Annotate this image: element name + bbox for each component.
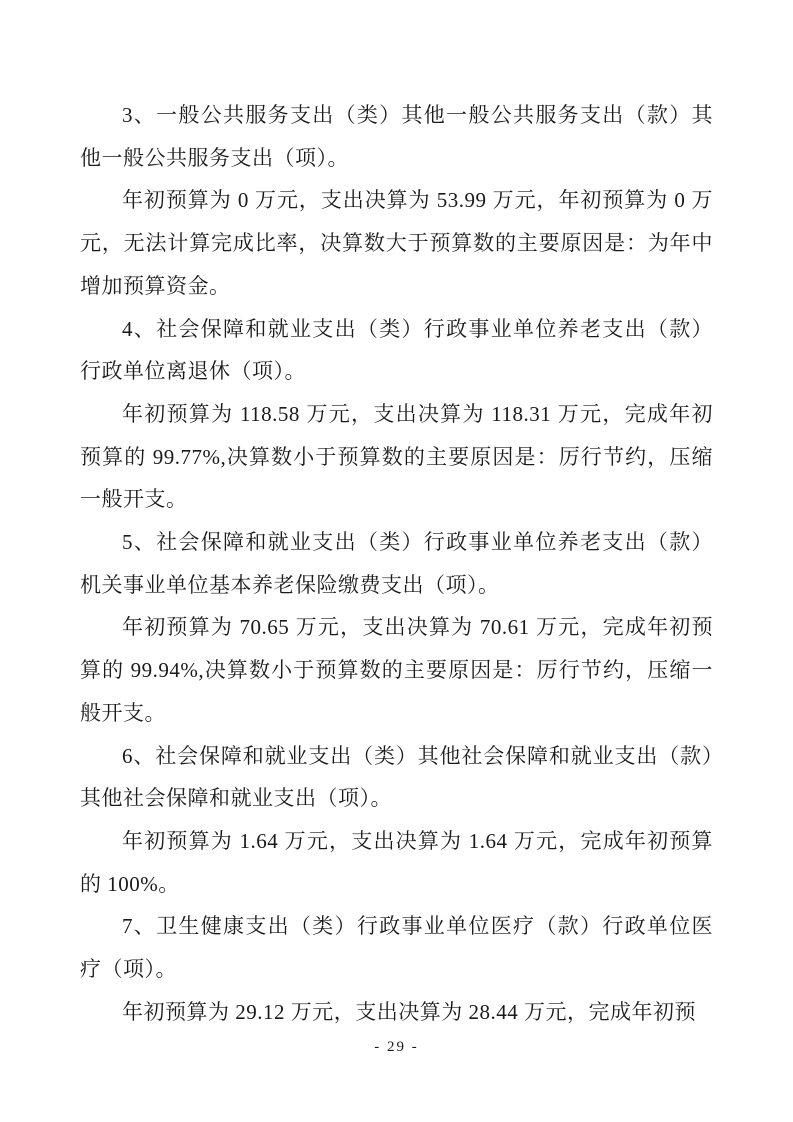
item-7-budget-detail: 年初预算为 29.12 万元，支出决算为 28.44 万元，完成年初预 [122,999,696,1024]
item-6-budget-detail: 年初预算为 1.64 万元，支出决算为 1.64 万元，完成年初预算的 100%。 [80,828,713,896]
page-footer [0,1038,793,1056]
item-3-budget-detail: 年初预算为 0 万元，支出决算为 53.99 万元，年初预算为 0 万元，无法计算完成比率，决算数大于预算数的主要原因是：为年中增加预算资金。 [80,188,713,298]
item-5-heading: 5、社会保障和就业支出（类）行政事业单位养老支出（款）机关事业单位基本养老保险缴费支出（项）。 [80,530,713,597]
item-4-heading: 4、社会保障和就业支出（类）行政事业单位养老支出（款）行政单位离退休（项）。 [80,316,713,384]
item-3-heading: 3、一般公共服务支出（类）其他一般公共服务支出（款）其他一般公共服务支出（项）。 [80,103,713,170]
item-5-budget-detail: 年初预算为 70.65 万元，支出决算为 70.61 万元，完成年初预算的 99.94%,决算数小于预算数的主要原因是：厉行节约，压缩一般开支。 [80,615,713,725]
page-number: - 29 - [374,1039,419,1055]
item-6-heading: 6、社会保障和就业支出（类）其他社会保障和就业支出（款）其他社会保障和就业支出（项）。 [80,743,713,811]
item-7-heading: 7、卫生健康支出（类）行政事业单位医疗（款）行政单位医疗（项）。 [80,914,713,982]
document-body [80,94,713,1033]
item-4-budget-detail: 年初预算为 118.58 万元，支出决算为 118.31 万元，完成年初预算的 99.77%,决算数小于预算数的主要原因是：厉行节约，压缩一般开支。 [80,401,713,512]
